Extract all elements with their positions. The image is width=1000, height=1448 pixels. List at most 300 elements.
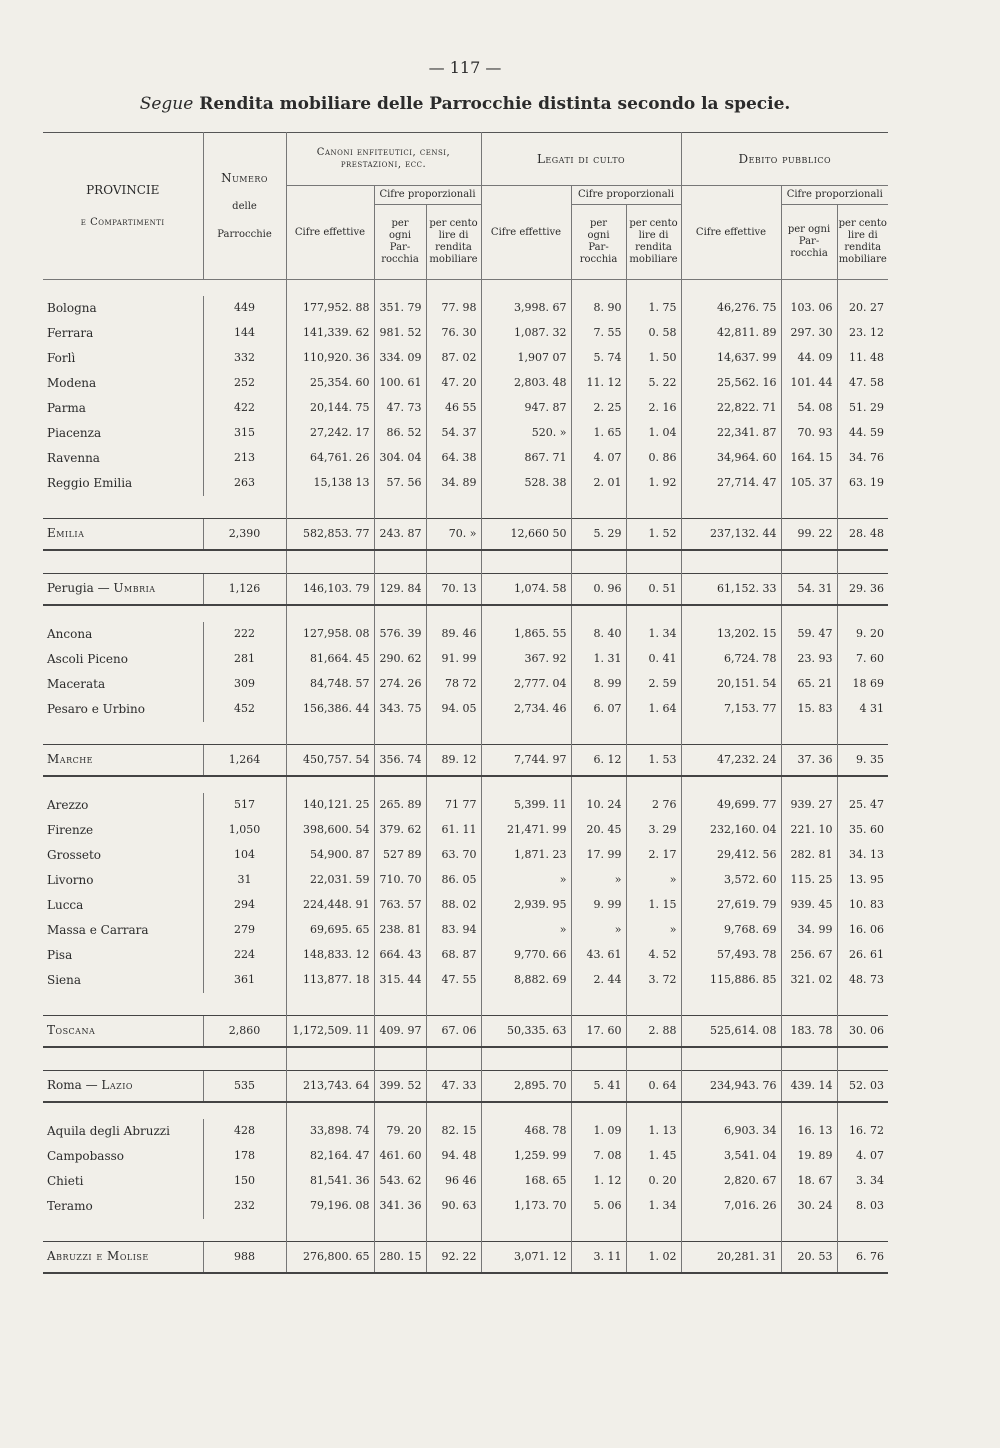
spacer-cell (43, 550, 203, 574)
cell-l2: 6. 12 (571, 745, 626, 777)
cell-l1: 1,865. 55 (481, 622, 571, 647)
province-name (43, 868, 203, 893)
cell-c2: 304. 04 (374, 446, 426, 471)
cell-n: 309 (203, 672, 286, 697)
cell-c1: 146,103. 79 (286, 574, 374, 606)
province-name (43, 843, 203, 868)
cell-d2: 164. 15 (781, 446, 837, 471)
cell-l3: 1. 13 (626, 1119, 681, 1144)
rendita-table (43, 132, 888, 1274)
name-text: Toscana (47, 1023, 96, 1038)
total-row (43, 745, 888, 777)
spacer-cell (426, 722, 481, 745)
cell-d2: 18. 67 (781, 1169, 837, 1194)
cell-c2: 265. 89 (374, 793, 426, 818)
province-name (43, 471, 203, 496)
cell-d3: 18 69 (852, 677, 885, 691)
cell-c1: 81,664. 45 (286, 647, 374, 672)
cell-l1: 8,882. 69 (481, 968, 571, 993)
spacer-cell (681, 722, 781, 745)
spacer-cell (426, 1102, 481, 1119)
cell-d1: 232,160. 04 (681, 818, 781, 843)
spacer-cell (837, 1219, 888, 1242)
cell-c1: 127,958. 08 (286, 622, 374, 647)
total-name (43, 1242, 203, 1274)
table-row (43, 968, 888, 993)
header-per-ogni-2: per ogni Par- rocchia (571, 205, 626, 280)
cell-l3: 1. 34 (626, 1194, 681, 1219)
name-text: Chieti (47, 1173, 84, 1188)
cell-l3: 1. 04 (626, 421, 681, 446)
name-text: Arezzo (47, 797, 89, 812)
cell-c3: 92. 22 (426, 1242, 481, 1274)
cell-n: 422 (203, 396, 286, 421)
province-name (43, 346, 203, 371)
cell-n: 150 (203, 1169, 286, 1194)
cell-d2: 54. 08 (781, 396, 837, 421)
cell-c2: 343. 75 (374, 697, 426, 722)
province-name (43, 396, 203, 421)
total-name-region: Lazio (101, 1078, 133, 1093)
cell-d1: 6,903. 34 (681, 1119, 781, 1144)
cell-l3: 2. 17 (626, 843, 681, 868)
spacer-cell (571, 1102, 626, 1119)
cell-d3: 47. 58 (849, 376, 885, 390)
spacer-cell (426, 776, 481, 793)
cell-d2: 439. 14 (781, 1071, 837, 1103)
spacer-cell (837, 1047, 888, 1071)
header-canoni: Canoni enfiteutici, censi, prestazioni, ecc. (286, 133, 481, 186)
cell-c1: 64,761. 26 (286, 446, 374, 471)
spacer-cell (781, 1102, 837, 1119)
cell-l1: 9,770. 66 (481, 943, 571, 968)
cell-d1: 25,562. 16 (681, 371, 781, 396)
cell-d3: 16. 06 (849, 923, 885, 937)
cell-d3: 35. 60 (849, 823, 885, 837)
cell-d1: 525,614. 08 (681, 1016, 781, 1048)
cell-d1: 2,820. 67 (681, 1169, 781, 1194)
cell-l2: 10. 24 (571, 793, 626, 818)
cell-l2: » (571, 918, 626, 943)
name-text: Pesaro e Urbino (47, 701, 145, 716)
cell-d3: 44. 59 (849, 426, 885, 440)
cell-d3: 13. 95 (849, 873, 885, 887)
spacer-cell (426, 550, 481, 574)
cell-c3: 54. 37 (426, 421, 481, 446)
cell-c1: 156,386. 44 (286, 697, 374, 722)
cell-l2: 5. 74 (571, 346, 626, 371)
header-legati: Legati di culto (481, 133, 681, 186)
cell-d2: 282. 81 (781, 843, 837, 868)
cell-l2: 17. 99 (571, 843, 626, 868)
cell-c1: 398,600. 54 (286, 818, 374, 843)
cell-n: 988 (203, 1242, 286, 1274)
header-per-ogni-1: per ogni Par- rocchia (374, 205, 426, 280)
total-row (43, 1071, 888, 1103)
cell-l3: » (626, 868, 681, 893)
page-number: — 117 — (428, 58, 502, 77)
cell-l2: 1. 31 (571, 647, 626, 672)
spacer-cell (781, 1219, 837, 1242)
cell-d2: 939. 45 (781, 893, 837, 918)
cell-n: 144 (203, 321, 286, 346)
cell-d3: 8. 03 (856, 1199, 885, 1213)
cell-c1: 113,877. 18 (286, 968, 374, 993)
name-text: Macerata (47, 676, 106, 691)
spacer-row (43, 1047, 888, 1071)
spacer-cell (286, 1047, 374, 1071)
spacer-cell (837, 993, 888, 1016)
name-text: Abruzzi e Molise (47, 1249, 149, 1264)
province-name (43, 622, 203, 647)
total-name-city: Perugia — (47, 581, 114, 596)
cell-d2: 34. 99 (781, 918, 837, 943)
cell-n: 178 (203, 1144, 286, 1169)
cell-c2: 315. 44 (374, 968, 426, 993)
header-per-cento-2: per cento lire di rendita mobiliare (626, 205, 681, 280)
province-name (43, 1119, 203, 1144)
cell-d2: 221. 10 (781, 818, 837, 843)
cell-c3: 89. 46 (426, 622, 481, 647)
cell-d2: 65. 21 (781, 672, 837, 697)
cell-d2: 19. 89 (781, 1144, 837, 1169)
cell-c2: 576. 39 (374, 622, 426, 647)
spacer-cell (571, 722, 626, 745)
cell-d3: 4 31 (859, 702, 885, 716)
cell-d1: 20,281. 31 (681, 1242, 781, 1274)
spacer-row (43, 496, 888, 519)
spacer-row (43, 280, 888, 297)
name-text: Ascoli Piceno (47, 651, 128, 666)
cell-n: 222 (203, 622, 286, 647)
cell-l3: 1. 53 (626, 745, 681, 777)
cell-c3: 86. 05 (426, 868, 481, 893)
cell-l1: 2,895. 70 (481, 1071, 571, 1103)
spacer-cell (43, 605, 203, 622)
cell-c3: 94. 48 (426, 1144, 481, 1169)
province-name (43, 647, 203, 672)
cell-d2: 59. 47 (781, 622, 837, 647)
spacer-cell (286, 993, 374, 1016)
cell-d1: 6,724. 78 (681, 647, 781, 672)
cell-c3: 87. 02 (426, 346, 481, 371)
cell-c1: 148,833. 12 (286, 943, 374, 968)
total-row (43, 1016, 888, 1048)
cell-d3: 11. 48 (849, 351, 885, 365)
spacer-cell (374, 722, 426, 745)
spacer-cell (374, 776, 426, 793)
cell-d1: 22,822. 71 (681, 396, 781, 421)
spacer-cell (481, 722, 571, 745)
cell-l1: 3,071. 12 (481, 1242, 571, 1274)
cell-d2: 37. 36 (781, 745, 837, 777)
cell-d3: 30. 06 (837, 1016, 888, 1048)
spacer-cell (481, 993, 571, 1016)
cell-l1: 520. » (481, 421, 571, 446)
cell-l1: 528. 38 (481, 471, 571, 496)
header-per-ogni-3: per ogni Par- rocchia (781, 205, 837, 280)
spacer-cell (781, 1047, 837, 1071)
cell-c3: 78 72 (426, 672, 481, 697)
cell-n: 449 (203, 296, 286, 321)
cell-d1: 47,232. 24 (681, 745, 781, 777)
spacer-cell (374, 1219, 426, 1242)
spacer-cell (203, 722, 286, 745)
cell-c1: 140,121. 25 (286, 793, 374, 818)
cell-l3: 5. 22 (626, 371, 681, 396)
table-row (43, 1194, 888, 1219)
cell-c3: 89. 12 (426, 745, 481, 777)
spacer-cell (481, 496, 571, 519)
spacer-cell (286, 280, 374, 297)
total-name (43, 1016, 203, 1048)
cell-c3: 68. 87 (426, 943, 481, 968)
spacer-cell (43, 280, 203, 297)
cell-l2: 11. 12 (571, 371, 626, 396)
spacer-row (43, 722, 888, 745)
cell-l3: 1. 02 (626, 1242, 681, 1274)
cell-c2: 763. 57 (374, 893, 426, 918)
cell-d2: 16. 13 (781, 1119, 837, 1144)
cell-d1: 57,493. 78 (681, 943, 781, 968)
cell-c2: 356. 74 (374, 745, 426, 777)
spacer-cell (837, 496, 888, 519)
table-row (43, 622, 888, 647)
cell-l3: 1. 15 (626, 893, 681, 918)
cell-c2: 461. 60 (374, 1144, 426, 1169)
cell-d3: 52. 03 (837, 1071, 888, 1103)
cell-d1: 46,276. 75 (681, 296, 781, 321)
cell-l2: 4. 07 (571, 446, 626, 471)
cell-n: 452 (203, 697, 286, 722)
table-row (43, 893, 888, 918)
cell-l2: 8. 99 (571, 672, 626, 697)
cell-d3: 29. 36 (837, 574, 888, 606)
spacer-cell (837, 605, 888, 622)
spacer-row (43, 1102, 888, 1119)
spacer-cell (681, 605, 781, 622)
spacer-cell (626, 280, 681, 297)
spacer-cell (286, 496, 374, 519)
name-text: Reggio Emilia (47, 475, 133, 490)
cell-c2: 243. 87 (374, 519, 426, 551)
spacer-cell (781, 496, 837, 519)
cell-l3: 1. 52 (626, 519, 681, 551)
header-cifre-prop-2: Cifre proporzionali (571, 186, 681, 205)
cell-c2: 981. 52 (374, 321, 426, 346)
cell-d1: 3,572. 60 (681, 868, 781, 893)
spacer-cell (374, 280, 426, 297)
name-text: Lucca (47, 897, 84, 912)
spacer-row (43, 993, 888, 1016)
table-row (43, 943, 888, 968)
cell-c2: 57. 56 (374, 471, 426, 496)
cell-d2: 115. 25 (781, 868, 837, 893)
cell-n: 1,050 (203, 818, 286, 843)
header-cifre-effettive-2: Cifre effettive (481, 186, 571, 280)
cell-l2: 6. 07 (571, 697, 626, 722)
cell-c1: 141,339. 62 (286, 321, 374, 346)
cell-l3: 3. 72 (626, 968, 681, 993)
cell-l3: 1. 50 (626, 346, 681, 371)
cell-c3: 47. 33 (426, 1071, 481, 1103)
table-row (43, 918, 888, 943)
cell-d3: 7. 60 (856, 652, 885, 666)
cell-l2: 43. 61 (571, 943, 626, 968)
spacer-cell (626, 1102, 681, 1119)
cell-c3: 47. 55 (426, 968, 481, 993)
spacer-cell (481, 1219, 571, 1242)
cell-n: 332 (203, 346, 286, 371)
cell-l3: 4. 52 (626, 943, 681, 968)
name-text: Ravenna (47, 450, 100, 465)
cell-c1: 84,748. 57 (286, 672, 374, 697)
spacer-cell (837, 776, 888, 793)
cell-d1: 13,202. 15 (681, 622, 781, 647)
spacer-cell (681, 1102, 781, 1119)
cell-l1: 3,998. 67 (481, 296, 571, 321)
cell-d3: 6. 76 (837, 1242, 888, 1274)
cell-c1: 27,242. 17 (286, 421, 374, 446)
cell-l2: 7. 08 (571, 1144, 626, 1169)
table-row (43, 446, 888, 471)
name-text: Pisa (47, 947, 73, 962)
cell-d1: 27,714. 47 (681, 471, 781, 496)
cell-d2: 297. 30 (781, 321, 837, 346)
cell-d3: 9. 35 (837, 745, 888, 777)
name-text: Aquila degli Abruzzi (47, 1123, 170, 1138)
cell-c3: 96 46 (426, 1169, 481, 1194)
cell-c1: 33,898. 74 (286, 1119, 374, 1144)
header-cifre-prop-3: Cifre proporzionali (781, 186, 888, 205)
spacer-cell (286, 722, 374, 745)
cell-c3: 67. 06 (426, 1016, 481, 1048)
cell-d1: 14,637. 99 (681, 346, 781, 371)
cell-d3: 23. 12 (849, 326, 885, 340)
province-name (43, 893, 203, 918)
spacer-cell (681, 550, 781, 574)
province-name (43, 421, 203, 446)
header-numero-label: Numero (221, 170, 268, 185)
spacer-cell (571, 1047, 626, 1071)
cell-d2: 321. 02 (781, 968, 837, 993)
cell-n: 2,390 (203, 519, 286, 551)
cell-l2: 8. 90 (571, 296, 626, 321)
spacer-cell (681, 993, 781, 1016)
total-row (43, 519, 888, 551)
spacer-cell (203, 496, 286, 519)
spacer-cell (571, 993, 626, 1016)
cell-c1: 177,952. 88 (286, 296, 374, 321)
spacer-cell (681, 280, 781, 297)
total-name (43, 745, 203, 777)
cell-l3: » (626, 918, 681, 943)
spacer-cell (571, 1219, 626, 1242)
spacer-cell (374, 550, 426, 574)
cell-d2: 939. 27 (781, 793, 837, 818)
spacer-cell (203, 993, 286, 1016)
cell-c2: 129. 84 (374, 574, 426, 606)
spacer-cell (781, 993, 837, 1016)
cell-l2: 1. 12 (571, 1169, 626, 1194)
spacer-cell (481, 776, 571, 793)
header-debito: Debito pubblico (681, 133, 888, 186)
cell-c2: 409. 97 (374, 1016, 426, 1048)
cell-l3: 0. 86 (626, 446, 681, 471)
cell-c3: 76. 30 (426, 321, 481, 346)
cell-d3: 25. 47 (849, 798, 885, 812)
name-text: Modena (47, 375, 97, 390)
spacer-cell (781, 776, 837, 793)
spacer-cell (837, 280, 888, 297)
cell-l1: 468. 78 (481, 1119, 571, 1144)
spacer-cell (286, 1102, 374, 1119)
cell-c2: 664. 43 (374, 943, 426, 968)
spacer-cell (481, 1102, 571, 1119)
cell-l1: 168. 65 (481, 1169, 571, 1194)
name-text: Livorno (47, 872, 94, 887)
spacer-cell (626, 722, 681, 745)
name-text: Parma (47, 400, 86, 415)
cell-c2: 274. 26 (374, 672, 426, 697)
cell-n: 281 (203, 647, 286, 672)
header-per-cento-1: per cento lire di rendita mobiliare (426, 205, 481, 280)
cell-d2: 103. 06 (781, 296, 837, 321)
spacer-cell (481, 280, 571, 297)
header-numero (203, 133, 286, 280)
cell-l3: 2. 88 (626, 1016, 681, 1048)
spacer-cell (626, 776, 681, 793)
name-text: Massa e Carrara (47, 922, 149, 937)
province-name (43, 1194, 203, 1219)
cell-d2: 105. 37 (781, 471, 837, 496)
cell-l1: 947. 87 (481, 396, 571, 421)
spacer-cell (203, 1102, 286, 1119)
cell-c2: 399. 52 (374, 1071, 426, 1103)
header-cifre-prop-1: Cifre proporzionali (374, 186, 481, 205)
table-row (43, 697, 888, 722)
cell-d2: 183. 78 (781, 1016, 837, 1048)
cell-l2: 1. 65 (571, 421, 626, 446)
total-name (43, 519, 203, 551)
cell-d1: 20,151. 54 (681, 672, 781, 697)
name-text: Marche (47, 752, 94, 767)
cell-c2: 47. 73 (374, 396, 426, 421)
header-delle-label: delle (232, 201, 257, 213)
province-name (43, 296, 203, 321)
province-name (43, 371, 203, 396)
cell-c3: 90. 63 (426, 1194, 481, 1219)
table-row (43, 296, 888, 321)
cell-c1: 450,757. 54 (286, 745, 374, 777)
cell-d2: 54. 31 (781, 574, 837, 606)
province-name (43, 793, 203, 818)
total-row (43, 1242, 888, 1274)
table-row (43, 1119, 888, 1144)
cell-l1: 367. 92 (481, 647, 571, 672)
cell-l1: 1,871. 23 (481, 843, 571, 868)
header-provincie-label: PROVINCIE (86, 182, 160, 197)
name-text: Grosseto (47, 847, 102, 862)
name-text: Ferrara (47, 325, 94, 340)
cell-d3: 4. 07 (856, 1149, 885, 1163)
table-row (43, 421, 888, 446)
table-row (43, 793, 888, 818)
cell-n: 361 (203, 968, 286, 993)
spacer-cell (781, 722, 837, 745)
cell-d3: 3. 34 (856, 1174, 885, 1188)
province-name (43, 943, 203, 968)
